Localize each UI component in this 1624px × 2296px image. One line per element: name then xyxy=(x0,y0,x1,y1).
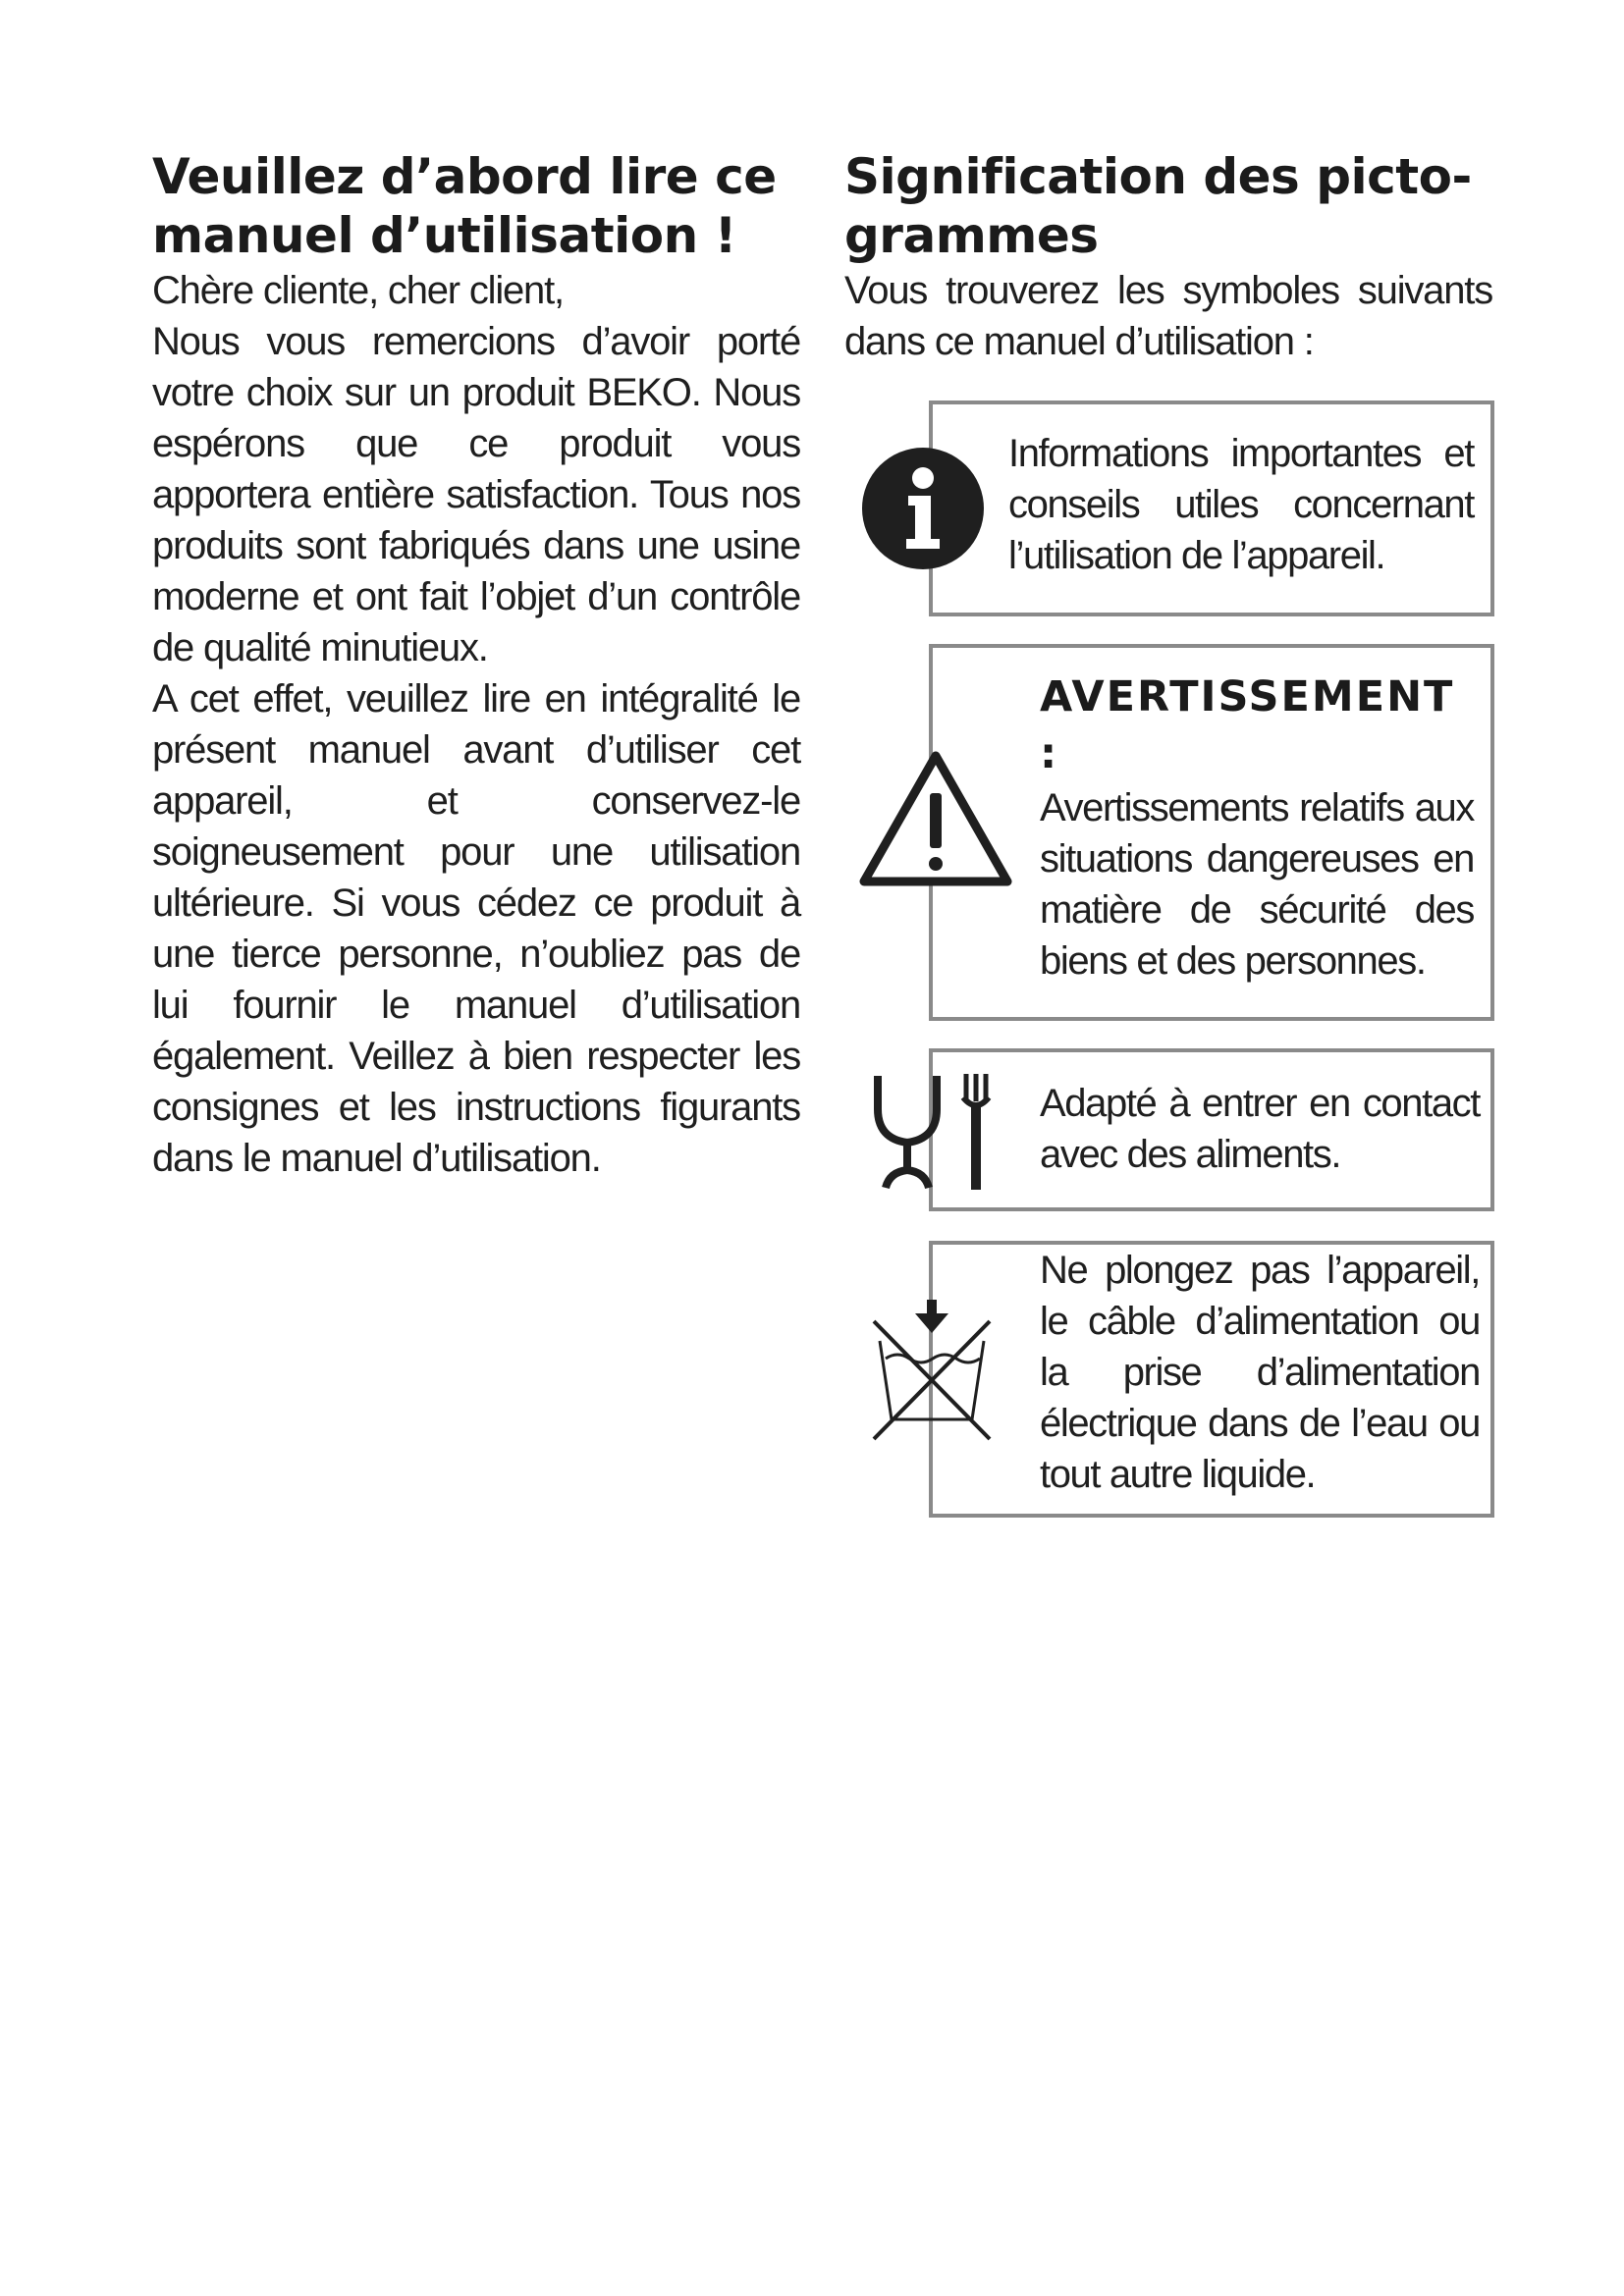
pictograms-intro: Vous trouverez les symboles suivants dans ce manuel d’utilisation : xyxy=(844,269,1492,363)
pictograms-heading-line1: Signification des picto- xyxy=(844,148,1472,205)
picto-warning-text: Avertissements relatifs aux situations dangereuses en matière de sécurité des biens et des personnes. xyxy=(1040,786,1474,983)
pictograms-column xyxy=(844,147,1492,367)
read-manual-heading-line2: manuel d’utilisation ! xyxy=(152,207,736,264)
intro-paragraph-1: Nous vous remercions d’avoir porté votre choix sur un produit BEKO. Nous espérons que ce produit vous apportera entière satisfaction. Tous nos produits sont fabriqués dans une usine moderne et ont fait l’objet d’un contrôle de qualité minutieux. xyxy=(152,320,800,669)
picto-food-text: Adapté à entrer en contact avec des aliments. xyxy=(1040,1082,1480,1176)
warning-triangle-icon xyxy=(856,746,1015,889)
pictograms-heading-line2: grammes xyxy=(844,207,1099,264)
warning-title: AVERTISSEMENT : xyxy=(1040,672,1455,778)
food-contact-icon xyxy=(868,1068,996,1196)
picto-warning-text-block xyxy=(1040,668,1474,987)
read-manual-heading-line1: Veuillez d’abord lire ce xyxy=(152,148,777,205)
pictograms-heading xyxy=(844,147,1492,265)
picto-immersion-text: Ne plongez pas l’appareil, le câble d’alimentation ou la prise d’alimentation électrique dans de l’eau ou tout autre liquide. xyxy=(1040,1249,1480,1496)
no-immersion-icon xyxy=(868,1298,996,1445)
intro-column xyxy=(152,147,800,1184)
info-icon xyxy=(859,445,987,572)
greeting: Chère cliente, cher client, xyxy=(152,269,564,312)
intro-paragraph-2: A cet effet, veuillez lire en intégralité le présent manuel avant d’utiliser cet appareil, et conservez-le soigneusement pour une utilisation ultérieure. Si vous cédez ce produit à une tierce personne, n’oubliez pas de lui fournir le manuel d’utilisation également. Veillez à bien respecter les consignes et les instructions figurants dans le manuel d’utilisation. xyxy=(152,677,800,1180)
picto-info-text: Informations importantes et conseils utiles concernant l’utilisation de l’appareil. xyxy=(1008,432,1474,577)
read-manual-heading xyxy=(152,147,800,265)
